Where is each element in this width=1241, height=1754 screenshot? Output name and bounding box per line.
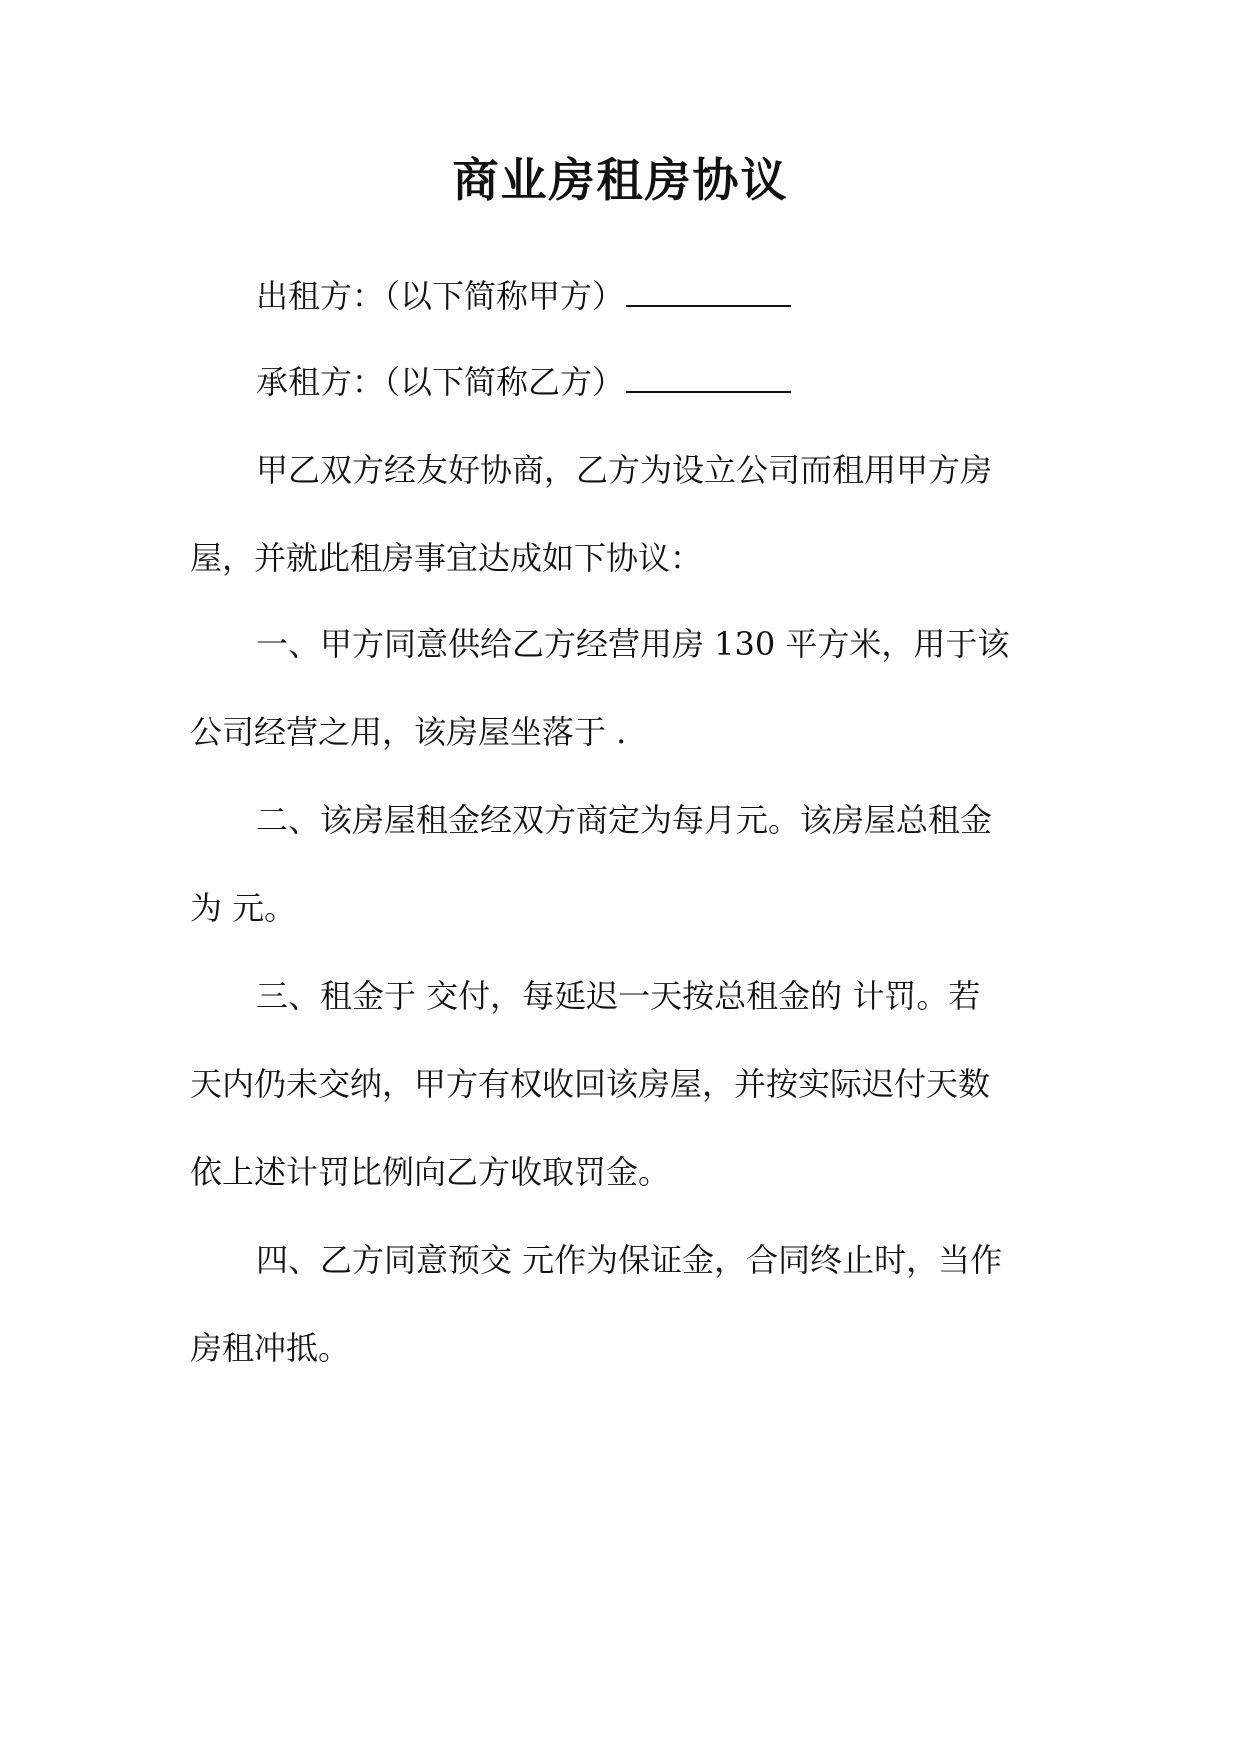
clause2-line-2: 为 元。 — [190, 889, 297, 927]
intro-line-1: 甲乙双方经友好协商，乙方为设立公司而租用甲方房 — [256, 451, 993, 489]
clause2-line-1: 二、该房屋租金经双方商定为每月元。该房屋总租金 — [256, 801, 993, 839]
lessor-blank — [626, 275, 791, 307]
clause3-line-3: 依上述计罚比例向乙方收取罚金。 — [190, 1153, 671, 1191]
lessee-line — [0, 360, 1241, 404]
lessee-label: 承租方：（以下简称乙方） — [256, 363, 625, 401]
clause1-line-1: 一、甲方同意供给乙方经营用房 130 平方米，用于该 — [256, 625, 1010, 663]
clause4-line-2: 房租冲抵。 — [190, 1329, 351, 1367]
lessee-blank — [626, 361, 791, 393]
clause4-line-1: 四、乙方同意预交 元作为保证金，合同终止时，当作 — [256, 1241, 1003, 1279]
document-title: 商业房租房协议 — [452, 153, 789, 207]
clause3-line-1: 三、租金于 交付，每延迟一天按总租金的 计罚。若 — [256, 977, 981, 1015]
lessor-line — [0, 274, 1241, 318]
intro-line-2: 屋，并就此租房事宜达成如下协议： — [190, 539, 703, 577]
clause1-line-2: 公司经营之用，该房屋坐落于 . — [190, 713, 627, 751]
lessor-label: 出租方：（以下简称甲方） — [256, 277, 625, 315]
clause3-line-2: 天内仍未交纳，甲方有权收回该房屋，并按实际迟付天数 — [190, 1065, 991, 1103]
